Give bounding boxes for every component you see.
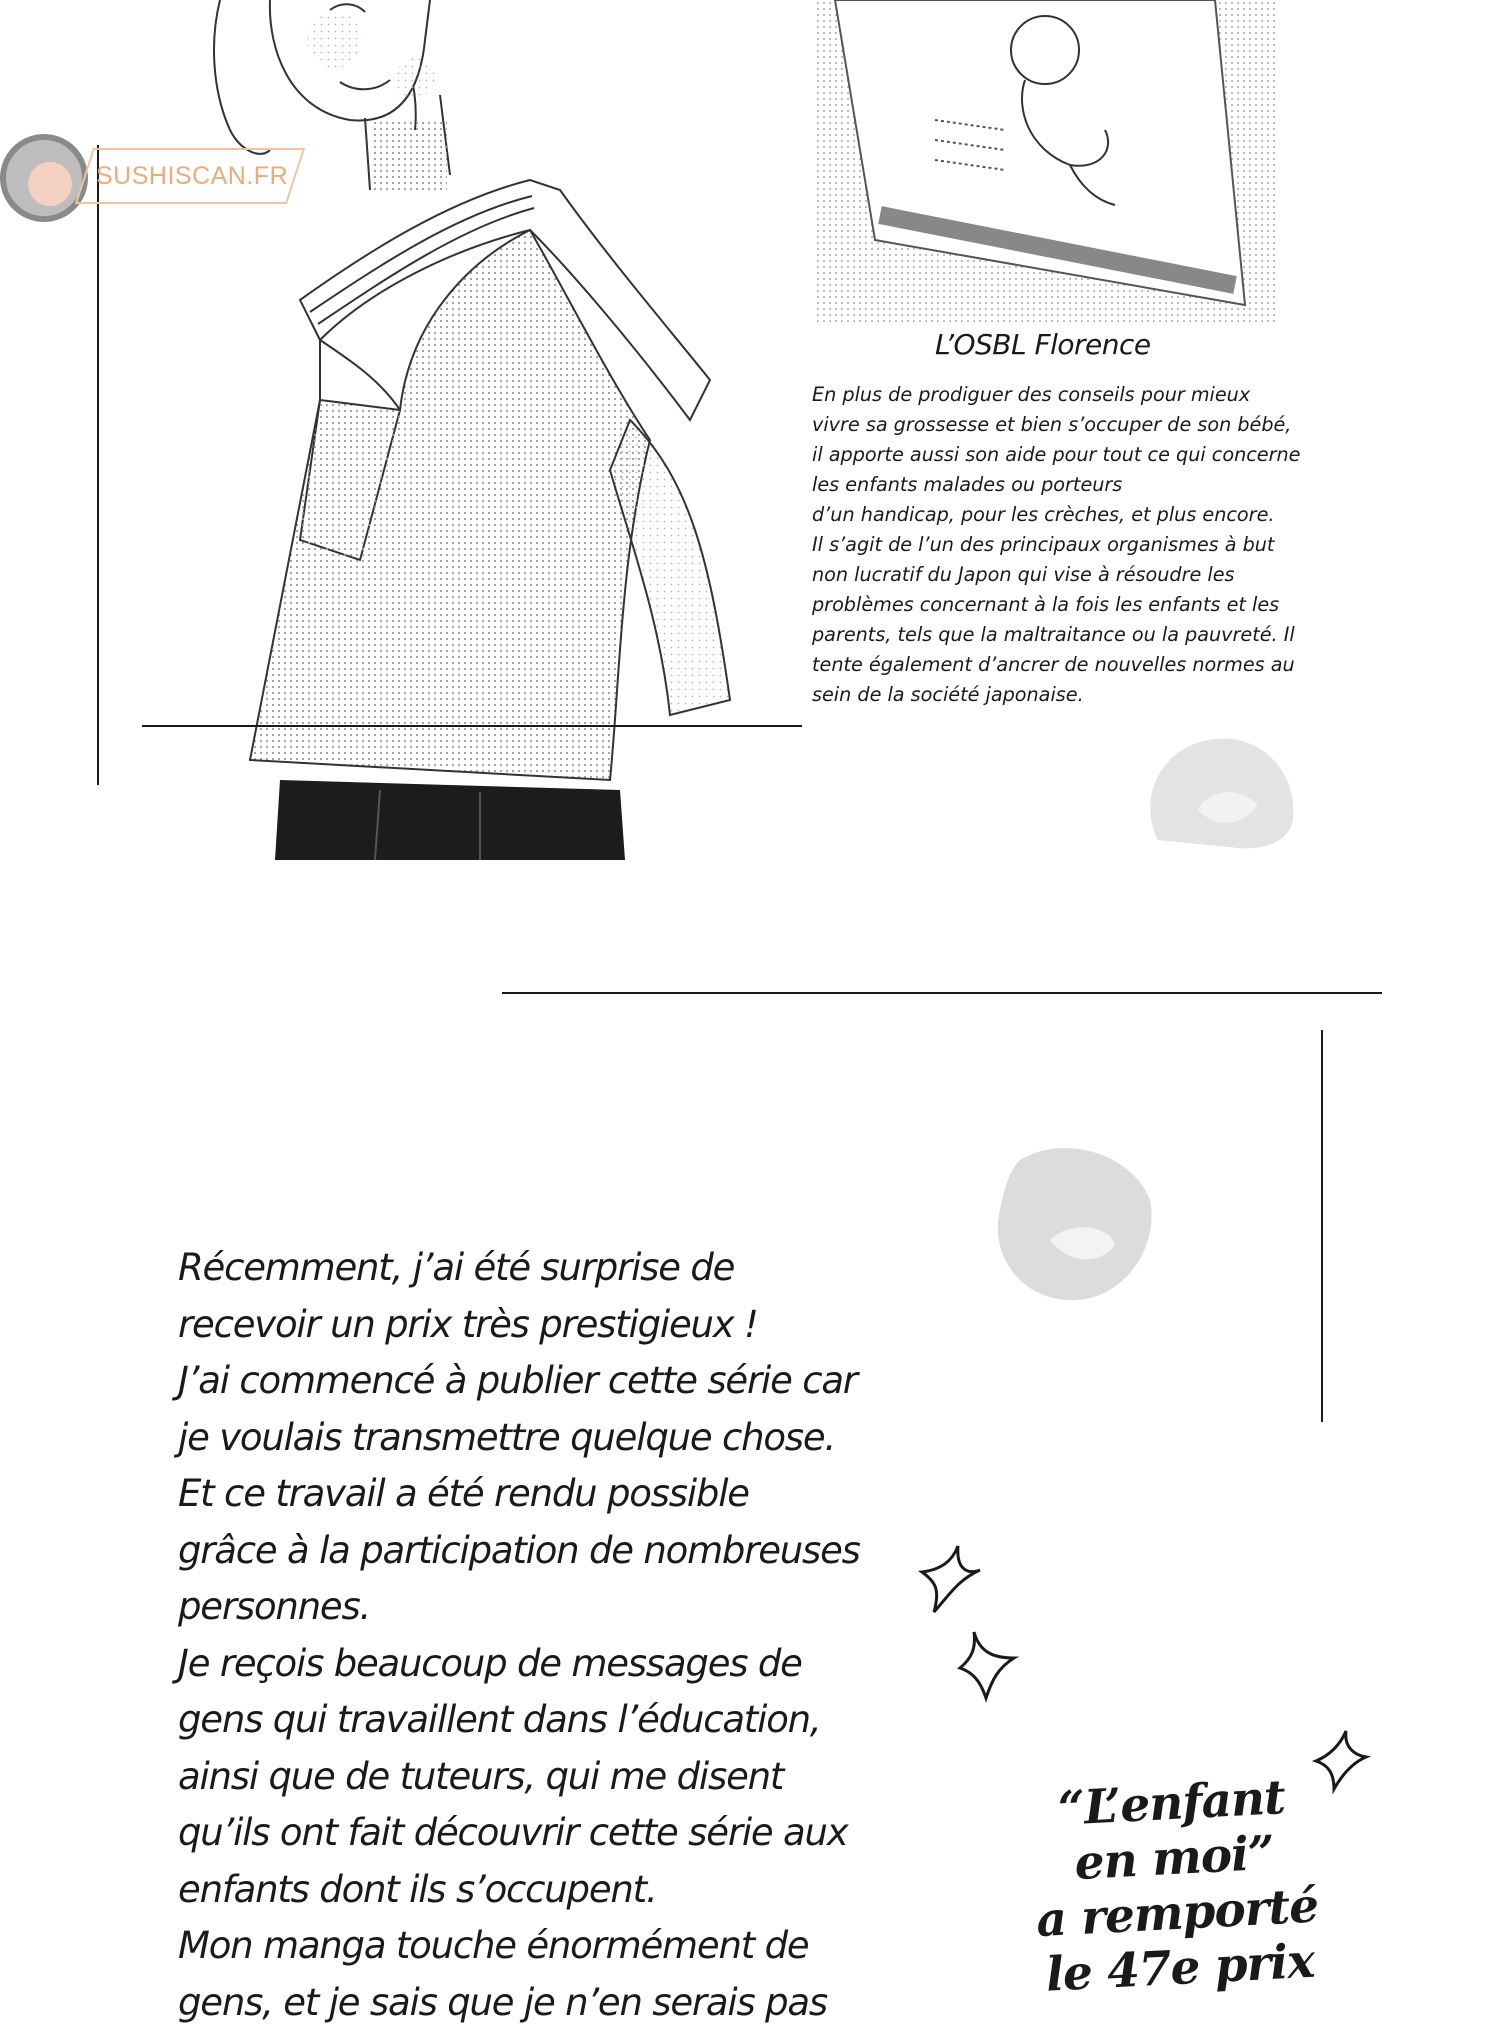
ink-blot-middle bbox=[990, 1140, 1155, 1310]
award-line: en moi” bbox=[1023, 1823, 1325, 1894]
award-line: a remporté bbox=[1026, 1878, 1328, 1949]
info-body bbox=[812, 380, 1292, 710]
award-line: le 47e prix bbox=[1029, 1933, 1331, 2004]
sparkle-icon bbox=[956, 1628, 1018, 1702]
main-line: enfants dont ils s’occupent. bbox=[178, 1862, 878, 1919]
watermark-text: SUSHISCAN.FR bbox=[96, 162, 288, 191]
heart-badge-icon bbox=[0, 134, 88, 222]
main-line: Récemment, j’ai été surprise de bbox=[178, 1240, 878, 1297]
sparkle-icon bbox=[1312, 1727, 1370, 1793]
main-line: gens, et je sais que je n’en serais pas bbox=[178, 1975, 878, 2031]
info-line: non lucratif du Japon qui vise à résoudre les bbox=[812, 560, 1292, 590]
frame-line-separator bbox=[502, 992, 1382, 994]
info-title: L’OSBL Florence bbox=[935, 328, 1235, 361]
info-line: tente également d’ancrer de nouvelles normes au bbox=[812, 650, 1292, 680]
main-line: grâce à la participation de nombreuses bbox=[178, 1523, 878, 1580]
award-line: “L’enfant bbox=[1020, 1768, 1322, 1839]
schoolgirl-illustration bbox=[150, 0, 810, 860]
main-line: Je reçois beaucoup de messages de bbox=[178, 1636, 878, 1693]
info-line: parents, tels que la maltraitance ou la pauvreté. Il bbox=[812, 620, 1292, 650]
main-line: je voulais transmettre quelque chose. bbox=[178, 1410, 878, 1467]
frame-line-left bbox=[97, 145, 99, 785]
info-line: problèmes concernant à la fois les enfants et les bbox=[812, 590, 1292, 620]
award-callout bbox=[1020, 1768, 1331, 2003]
info-line: les enfants malades ou porteurs bbox=[812, 470, 1292, 500]
main-line: personnes. bbox=[178, 1579, 878, 1636]
info-line: il apporte aussi son aide pour tout ce qui concerne bbox=[812, 440, 1292, 470]
ink-blot-top bbox=[1138, 730, 1298, 850]
baby-pamphlet-illustration bbox=[815, 0, 1275, 325]
main-line: Mon manga touche énormément de bbox=[178, 1918, 878, 1975]
frame-line-top-panel bbox=[142, 725, 802, 727]
info-line: Il s’agit de l’un des principaux organismes à but bbox=[812, 530, 1292, 560]
main-line: ainsi que de tuteurs, qui me disent bbox=[178, 1749, 878, 1806]
frame-line-right bbox=[1321, 1030, 1323, 1422]
info-line: d’un handicap, pour les crèches, et plus encore. bbox=[812, 500, 1292, 530]
heart-icon bbox=[28, 162, 72, 206]
main-text bbox=[178, 1240, 878, 2031]
main-line: qu’ils ont fait découvrir cette série aux bbox=[178, 1805, 878, 1862]
info-line: sein de la société japonaise. bbox=[812, 680, 1292, 710]
main-line: Et ce travail a été rendu possible bbox=[178, 1466, 878, 1523]
info-line: vivre sa grossesse et bien s’occuper de son bébé, bbox=[812, 410, 1292, 440]
main-line: gens qui travaillent dans l’éducation, bbox=[178, 1692, 878, 1749]
info-line: En plus de prodiguer des conseils pour mieux bbox=[812, 380, 1292, 410]
sparkle-icon bbox=[918, 1542, 984, 1616]
main-line: J’ai commencé à publier cette série car bbox=[178, 1353, 878, 1410]
main-line: recevoir un prix très prestigieux ! bbox=[178, 1297, 878, 1354]
watermark bbox=[0, 134, 310, 224]
